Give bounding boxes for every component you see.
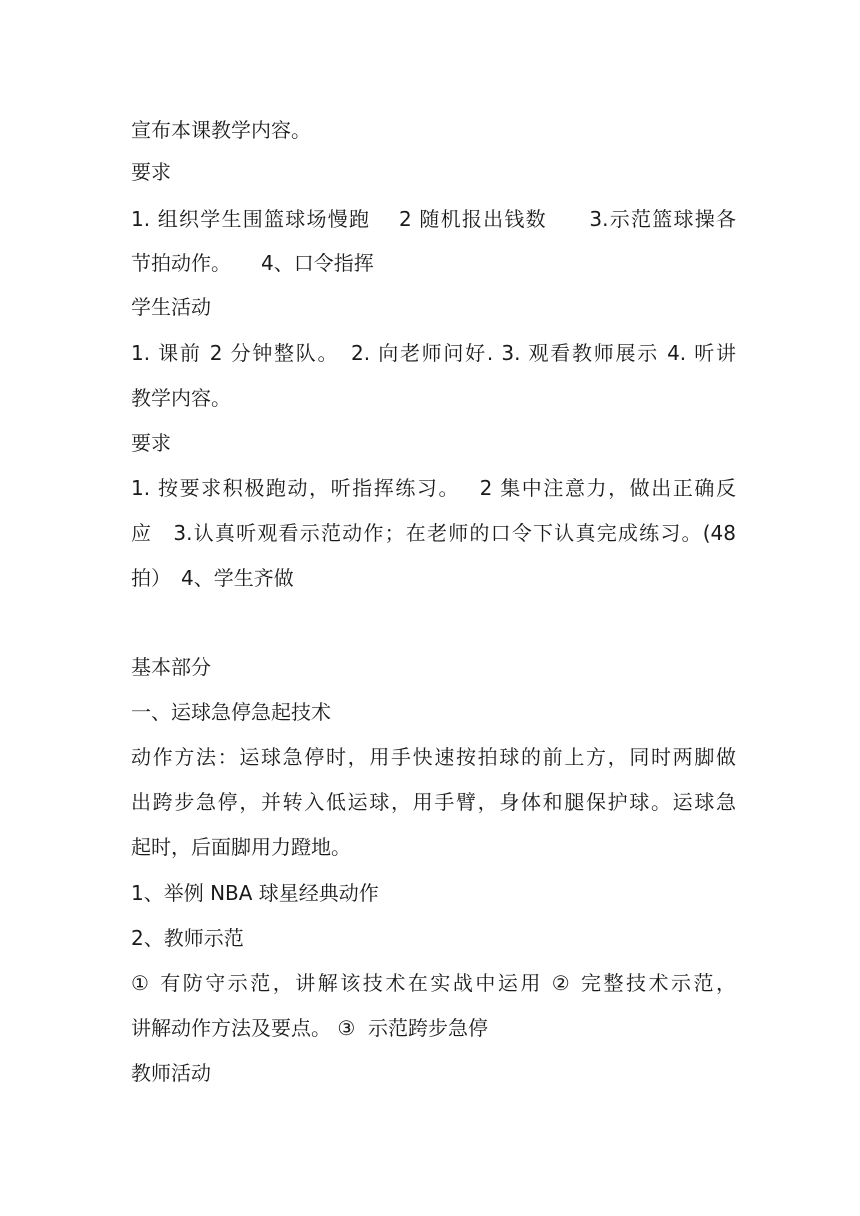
- list-item: 2、教师示范: [131, 926, 244, 950]
- text-line: ① 有防守示范，讲解该技术在实战中运用 ② 完整技术示范，: [131, 971, 736, 995]
- section-heading: 学生活动: [131, 295, 211, 319]
- section-heading: 要求: [131, 431, 171, 455]
- text-line: 起时，后面脚用力蹬地。: [131, 835, 351, 859]
- text-line: 宣布本课教学内容。: [131, 118, 311, 142]
- text-line: 1. 按要求积极跑动，听指挥练习。 2 集中注意力，做出正确反: [131, 476, 736, 500]
- list-item: 1、举例 NBA 球星经典动作: [131, 881, 379, 905]
- text-line: 教学内容。: [131, 386, 231, 410]
- text-line: 应 3.认真听观看示范动作；在老师的口令下认真完成练习。(48: [131, 521, 736, 545]
- text-line: 出跨步急停，并转入低运球，用手臂，身体和腿保护球。运球急: [131, 790, 736, 814]
- section-heading: 基本部分: [131, 655, 211, 679]
- text-line: 节拍动作。 4、口令指挥: [131, 251, 374, 275]
- text-line: 讲解动作方法及要点。 ③ 示范跨步急停: [131, 1016, 489, 1040]
- text-line: 1. 课前 2 分钟整队。 2. 向老师问好. 3. 观看教师展示 4. 听讲: [131, 341, 736, 365]
- text-line: 动作方法：运球急停时，用手快速按拍球的前上方，同时两脚做: [131, 745, 736, 769]
- section-heading: 要求: [131, 160, 171, 184]
- text-line: 1. 组织学生围篮球场慢跑 2 随机报出钱数 3.示范篮球操各: [131, 207, 736, 231]
- subsection-heading: 一、运球急停急起技术: [131, 700, 331, 724]
- text-line: 拍） 4、学生齐做: [131, 566, 294, 590]
- section-heading: 教师活动: [131, 1061, 211, 1085]
